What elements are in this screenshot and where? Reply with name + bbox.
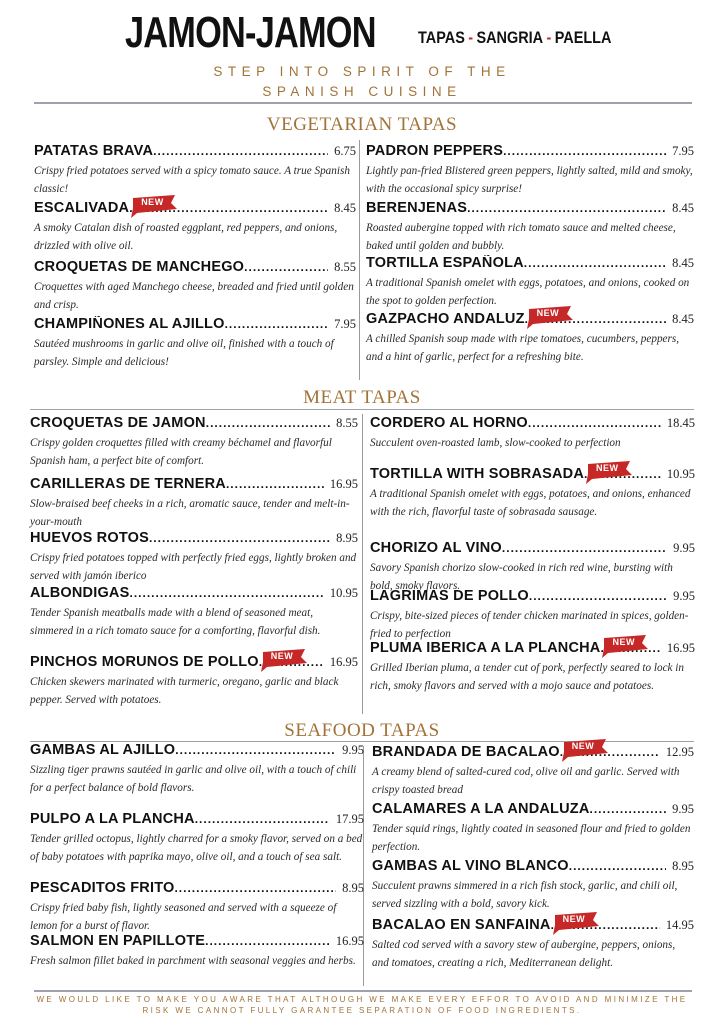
menu-item	[34, 200, 356, 255]
menu-item-description: Fresh salmon fillet baked in parchment with seasonal veggies and herbs.	[30, 955, 356, 967]
menu-item-name: PLUMA IBERICA A LA PLANCHA	[370, 640, 601, 656]
menu-item-description: Salted cod served with a savory stew of aubergine, peppers, onions, and tomatoes, creating a rich, Mediterranean delight.	[372, 939, 676, 969]
menu-item-name: CARILLERAS DE TERNERA	[30, 476, 226, 492]
menu-item-header	[366, 200, 694, 218]
menu-item-name: CROQUETAS DE JAMON	[30, 415, 206, 431]
menu-item-description: Roasted aubergine topped with rich tomato sauce and melted cheese, baked until golden and bubbly.	[366, 222, 676, 252]
menu-item-header	[30, 415, 358, 433]
menu-item-price: 9.95	[673, 589, 695, 603]
section-title-meat: MEAT TAPAS	[303, 387, 421, 408]
menu-item-description: Crispy golden croquettes filled with creamy béchamel and flavorful Spanish ham, a perfect bite of comfort.	[30, 437, 332, 467]
leader-dots	[590, 802, 667, 816]
menu-item-header	[30, 811, 364, 829]
menu-item-name: HUEVOS ROTOS	[30, 530, 149, 546]
new-badge-label: NEW	[536, 308, 560, 318]
menu-item-price: 8.45	[672, 312, 694, 326]
menu-item-name: ESCALIVADA	[34, 200, 130, 216]
new-ribbon-icon	[527, 305, 575, 329]
menu-item-price: 9.95	[673, 541, 695, 555]
menu-item-description: A traditional Spanish omelet with eggs, potatoes, and onions, enhanced with the rich, flavorful taste of sobrasada sausage.	[370, 488, 691, 518]
menu-item-price: 9.95	[672, 802, 694, 816]
leader-dots	[467, 201, 666, 215]
menu-item-price: 7.95	[672, 144, 694, 158]
menu-item-description: Crispy, bite-sized pieces of tender chicken marinated in spices, golden-fried to perfection	[370, 610, 689, 640]
menu-item-name: PESCADITOS FRITO	[30, 880, 175, 896]
menu-item-name: BRANDADA DE BACALAO	[372, 744, 560, 760]
menu-item-description: Crispy fried potatoes served with a spicy tomato sauce. A true Spanish classic!	[34, 165, 350, 195]
menu-item	[366, 143, 694, 198]
menu-item-price: 8.95	[336, 531, 358, 545]
tagline	[418, 28, 611, 48]
menu-item-description: Grilled Iberian pluma, a tender cut of pork, perfectly seared to lock in rich, smoky flavors and served with a mojo sauce and potatoes.	[370, 662, 685, 692]
menu-item-name: PINCHOS MORUNOS DE POLLO	[30, 654, 259, 670]
menu-item-description: Slow-braised beef cheeks in a rich, aromatic sauce, tender and melt-in-your-mouth	[30, 498, 350, 528]
menu-item	[366, 255, 694, 310]
menu-item-name: TORTILLA WITH SOBRASADA	[370, 466, 585, 482]
menu-item	[30, 415, 358, 470]
leader-dots	[153, 144, 328, 158]
menu-item	[30, 811, 364, 866]
menu-item	[30, 880, 364, 935]
tagline-item-tapas: TAPAS	[418, 28, 465, 47]
menu-item-description: Chicken skewers marinated with turmeric, oregano, garlic and black pepper. Served with potatoes.	[30, 676, 339, 706]
leader-dots	[195, 812, 330, 826]
vegetarian-column-divider	[359, 140, 360, 380]
menu-item-name: GAZPACHO ANDALUZ	[366, 311, 525, 327]
menu-item-price: 18.45	[666, 416, 695, 430]
tagline-item-sangria: SANGRIA	[476, 28, 544, 47]
section-title-vegetarian: VEGETARIAN TAPAS	[266, 114, 458, 135]
menu-item-description: Crispy fried baby fish, lightly seasoned and served with a squeeze of lemon for a burst of flavor.	[30, 902, 337, 932]
menu-item	[30, 476, 358, 531]
meat-column-divider	[362, 414, 363, 714]
leader-dots	[174, 881, 336, 895]
menu-item-price: 16.95	[329, 477, 358, 491]
menu-item-description: Tender grilled octopus, lightly charred for a smoky flavor, served on a bed of baby potatoes with paprika mayo, olive oil, and a touch of sea salt.	[30, 833, 363, 863]
menu-item-header	[30, 742, 364, 760]
menu-item-price: 16.95	[329, 655, 358, 669]
menu-item-header	[30, 585, 358, 603]
menu-item	[30, 585, 358, 640]
menu-item-price: 6.75	[334, 144, 356, 158]
slogan-line-2: SPANISH CUISINE	[262, 84, 462, 99]
menu-item-name: PULPO A LA PLANCHA	[30, 811, 195, 827]
menu-item-price: 16.95	[335, 934, 364, 948]
menu-item	[372, 858, 694, 913]
menu-item-price: 7.95	[334, 317, 356, 331]
slogan-line-1: STEP INTO SPIRIT OF THE	[213, 64, 511, 79]
menu-item-price: 16.95	[666, 641, 695, 655]
meat-divider	[30, 409, 694, 410]
tagline-item-paella: PAELLA	[554, 28, 612, 47]
menu-item-price: 8.45	[334, 201, 356, 215]
tagline-separator: -	[468, 28, 474, 47]
menu-item-name: CALAMARES A LA ANDALUZA	[372, 801, 590, 817]
menu-item	[30, 654, 358, 709]
menu-item	[370, 466, 695, 521]
leader-dots	[226, 477, 324, 491]
menu-item-header	[30, 933, 364, 951]
menu-item-header	[30, 530, 358, 548]
new-ribbon-icon	[261, 648, 309, 672]
menu-item-name: BERENJENAS	[366, 200, 468, 216]
menu-item	[30, 530, 358, 585]
menu-item-description: A chilled Spanish soup made with ripe tomatoes, cucumbers, peppers, and a hint of garlic, perfect for a refreshing bite.	[366, 333, 680, 363]
menu-item	[34, 316, 356, 371]
menu-item-name: GAMBAS AL VINO BLANCO	[372, 858, 569, 874]
allergen-disclaimer-line-2: RISK WE CANNOT FULLY GARANTEE SEPARATION OF FOOD INGREDIENTS.	[142, 1006, 582, 1015]
menu-item-price: 8.95	[342, 881, 364, 895]
allergen-disclaimer-line-1: WE WOULD LIKE TO MAKE YOU AWARE THAT ALTHOUGH WE MAKE EVERY EFFOR TO AVOID AND MINIMIZE THE	[36, 995, 688, 1004]
menu-item-name: TORTILLA ESPAÑOLA	[366, 255, 524, 271]
menu-item-description: Sautéed mushrooms in garlic and olive oil, finished with a touch of parsley. Simple and delicious!	[34, 338, 334, 368]
menu-item-header	[370, 588, 695, 606]
new-badge-label: NEW	[562, 914, 586, 924]
section-title-seafood: SEAFOOD TAPAS	[284, 720, 440, 741]
menu-item-header	[370, 466, 695, 484]
menu-item-header	[30, 880, 364, 898]
menu-item	[370, 415, 695, 453]
footer-divider	[34, 990, 692, 992]
leader-dots	[149, 531, 330, 545]
menu-item-description: Savory Spanish chorizo slow-cooked in rich red wine, bursting with bold, smoky flavors.	[370, 562, 673, 592]
leader-dots	[528, 416, 661, 430]
menu-item-header	[34, 316, 356, 334]
menu-item-header	[370, 415, 695, 433]
menu-item-header	[372, 917, 694, 935]
menu-item-name: ALBONDIGAS	[30, 585, 130, 601]
menu-item-description: Succulent oven-roasted lamb, slow-cooked to perfection	[370, 437, 621, 449]
new-ribbon-icon	[553, 911, 601, 935]
menu-item-header	[366, 143, 694, 161]
new-ribbon-icon	[562, 738, 610, 762]
leader-dots	[244, 260, 328, 274]
menu-item-description: Succulent prawns simmered in a rich fish stock, garlic, and chili oil, served sizzling with a bold, savory kick.	[372, 880, 678, 910]
menu-item-description: Sizzling tiger prawns sautéed in garlic and olive oil, with a touch of chili for a perfect balance of bold flavors.	[30, 764, 357, 794]
menu-item-name: PATATAS BRAVA	[34, 143, 154, 159]
menu-item-price: 12.95	[665, 745, 694, 759]
menu-item	[366, 200, 694, 255]
menu-item-price: 9.95	[342, 743, 364, 757]
menu-item-price: 8.55	[334, 260, 356, 274]
menu-item	[34, 143, 356, 198]
menu-item-name: GAMBAS AL AJILLO	[30, 742, 176, 758]
menu-item	[372, 744, 694, 799]
leader-dots	[206, 416, 330, 430]
new-badge-label: NEW	[571, 741, 595, 751]
new-ribbon-icon	[131, 194, 179, 218]
menu-item-header	[372, 744, 694, 762]
menu-item-name: BACALAO EN SANFAINA	[372, 917, 551, 933]
menu-item-price: 14.95	[665, 918, 694, 932]
new-badge-label: NEW	[612, 637, 635, 647]
menu-item-header	[34, 200, 356, 218]
menu-item-description: A smoky Catalan dish of roasted eggplant, red peppers, and onions, drizzled with olive oil.	[34, 222, 338, 252]
menu-item-description: A creamy blend of salted-cured cod, olive oil and garlic. Served with crispy toasted bread	[372, 766, 680, 796]
menu-item	[30, 742, 364, 797]
menu-item-price: 17.95	[335, 812, 364, 826]
new-ribbon-icon	[602, 634, 650, 658]
menu-item-description: A traditional Spanish omelet with eggs, potatoes, and onions, cooked on the spot to golden perfection.	[366, 277, 690, 307]
tagline-separator: -	[546, 28, 552, 47]
menu-item-price: 8.95	[672, 859, 694, 873]
menu-item-name: SALMON EN PAPILLOTE	[30, 933, 206, 949]
menu-item-name: CROQUETAS DE MANCHEGO	[34, 259, 245, 275]
menu-item-price: 10.95	[666, 467, 695, 481]
menu-item	[34, 259, 356, 314]
menu-item-name: LAGRIMAS DE POLLO	[370, 588, 529, 604]
menu-item-header	[30, 476, 358, 494]
menu-item-name: CHAMPIÑONES AL AJILLO	[34, 316, 225, 332]
new-badge-label: NEW	[596, 463, 619, 473]
leader-dots	[175, 743, 336, 757]
menu-item-description: Tender squid rings, lightly coated in seasoned flour and fried to golden perfection.	[372, 823, 691, 853]
menu-item-header	[34, 259, 356, 277]
leader-dots	[524, 256, 666, 270]
menu-item	[30, 933, 364, 971]
new-ribbon-icon	[586, 460, 634, 484]
leader-dots	[502, 541, 667, 555]
menu-item-price: 8.45	[672, 201, 694, 215]
menu-item-description: Crispy fried potatoes topped with perfectly fried eggs, lightly broken and served with jamón iberico	[30, 552, 357, 582]
leader-dots	[569, 859, 666, 873]
restaurant-name: JAMON-JAMON	[125, 8, 376, 57]
menu-item	[370, 540, 695, 595]
menu-item-price: 8.45	[672, 256, 694, 270]
menu-item-header	[30, 654, 358, 672]
menu-item-description: Croquettes with aged Manchego cheese, breaded and fried until golden and crisp.	[34, 281, 354, 311]
leader-dots	[205, 934, 330, 948]
header-divider	[34, 102, 692, 104]
menu-item-header	[370, 540, 695, 558]
leader-dots	[529, 589, 667, 603]
new-badge-label: NEW	[270, 651, 294, 661]
menu-item	[372, 917, 694, 972]
menu-item-name: CORDERO AL HORNO	[370, 415, 528, 431]
menu-item-price: 8.55	[336, 416, 358, 430]
leader-dots	[129, 586, 323, 600]
menu-item	[372, 801, 694, 856]
menu-item-description: Tender Spanish meatballs made with a blend of seasoned meat, simmered in a rich tomato sauce for a comforting, flavorful dish.	[30, 607, 321, 637]
leader-dots	[225, 317, 329, 331]
leader-dots	[503, 144, 666, 158]
menu-item-header	[366, 255, 694, 273]
menu-item-name: PADRON PEPPERS	[366, 143, 504, 159]
new-badge-label: NEW	[141, 197, 164, 207]
menu-item-description: Lightly pan-fried Blistered green peppers, lightly salted, mild and smoky, with the occasional spicy surprise!	[366, 165, 693, 195]
menu-item-header	[372, 858, 694, 876]
menu-item-header	[34, 143, 356, 161]
menu-item-price: 10.95	[329, 586, 358, 600]
menu-item-name: CHORIZO AL VINO	[370, 540, 502, 556]
menu-item-header	[372, 801, 694, 819]
